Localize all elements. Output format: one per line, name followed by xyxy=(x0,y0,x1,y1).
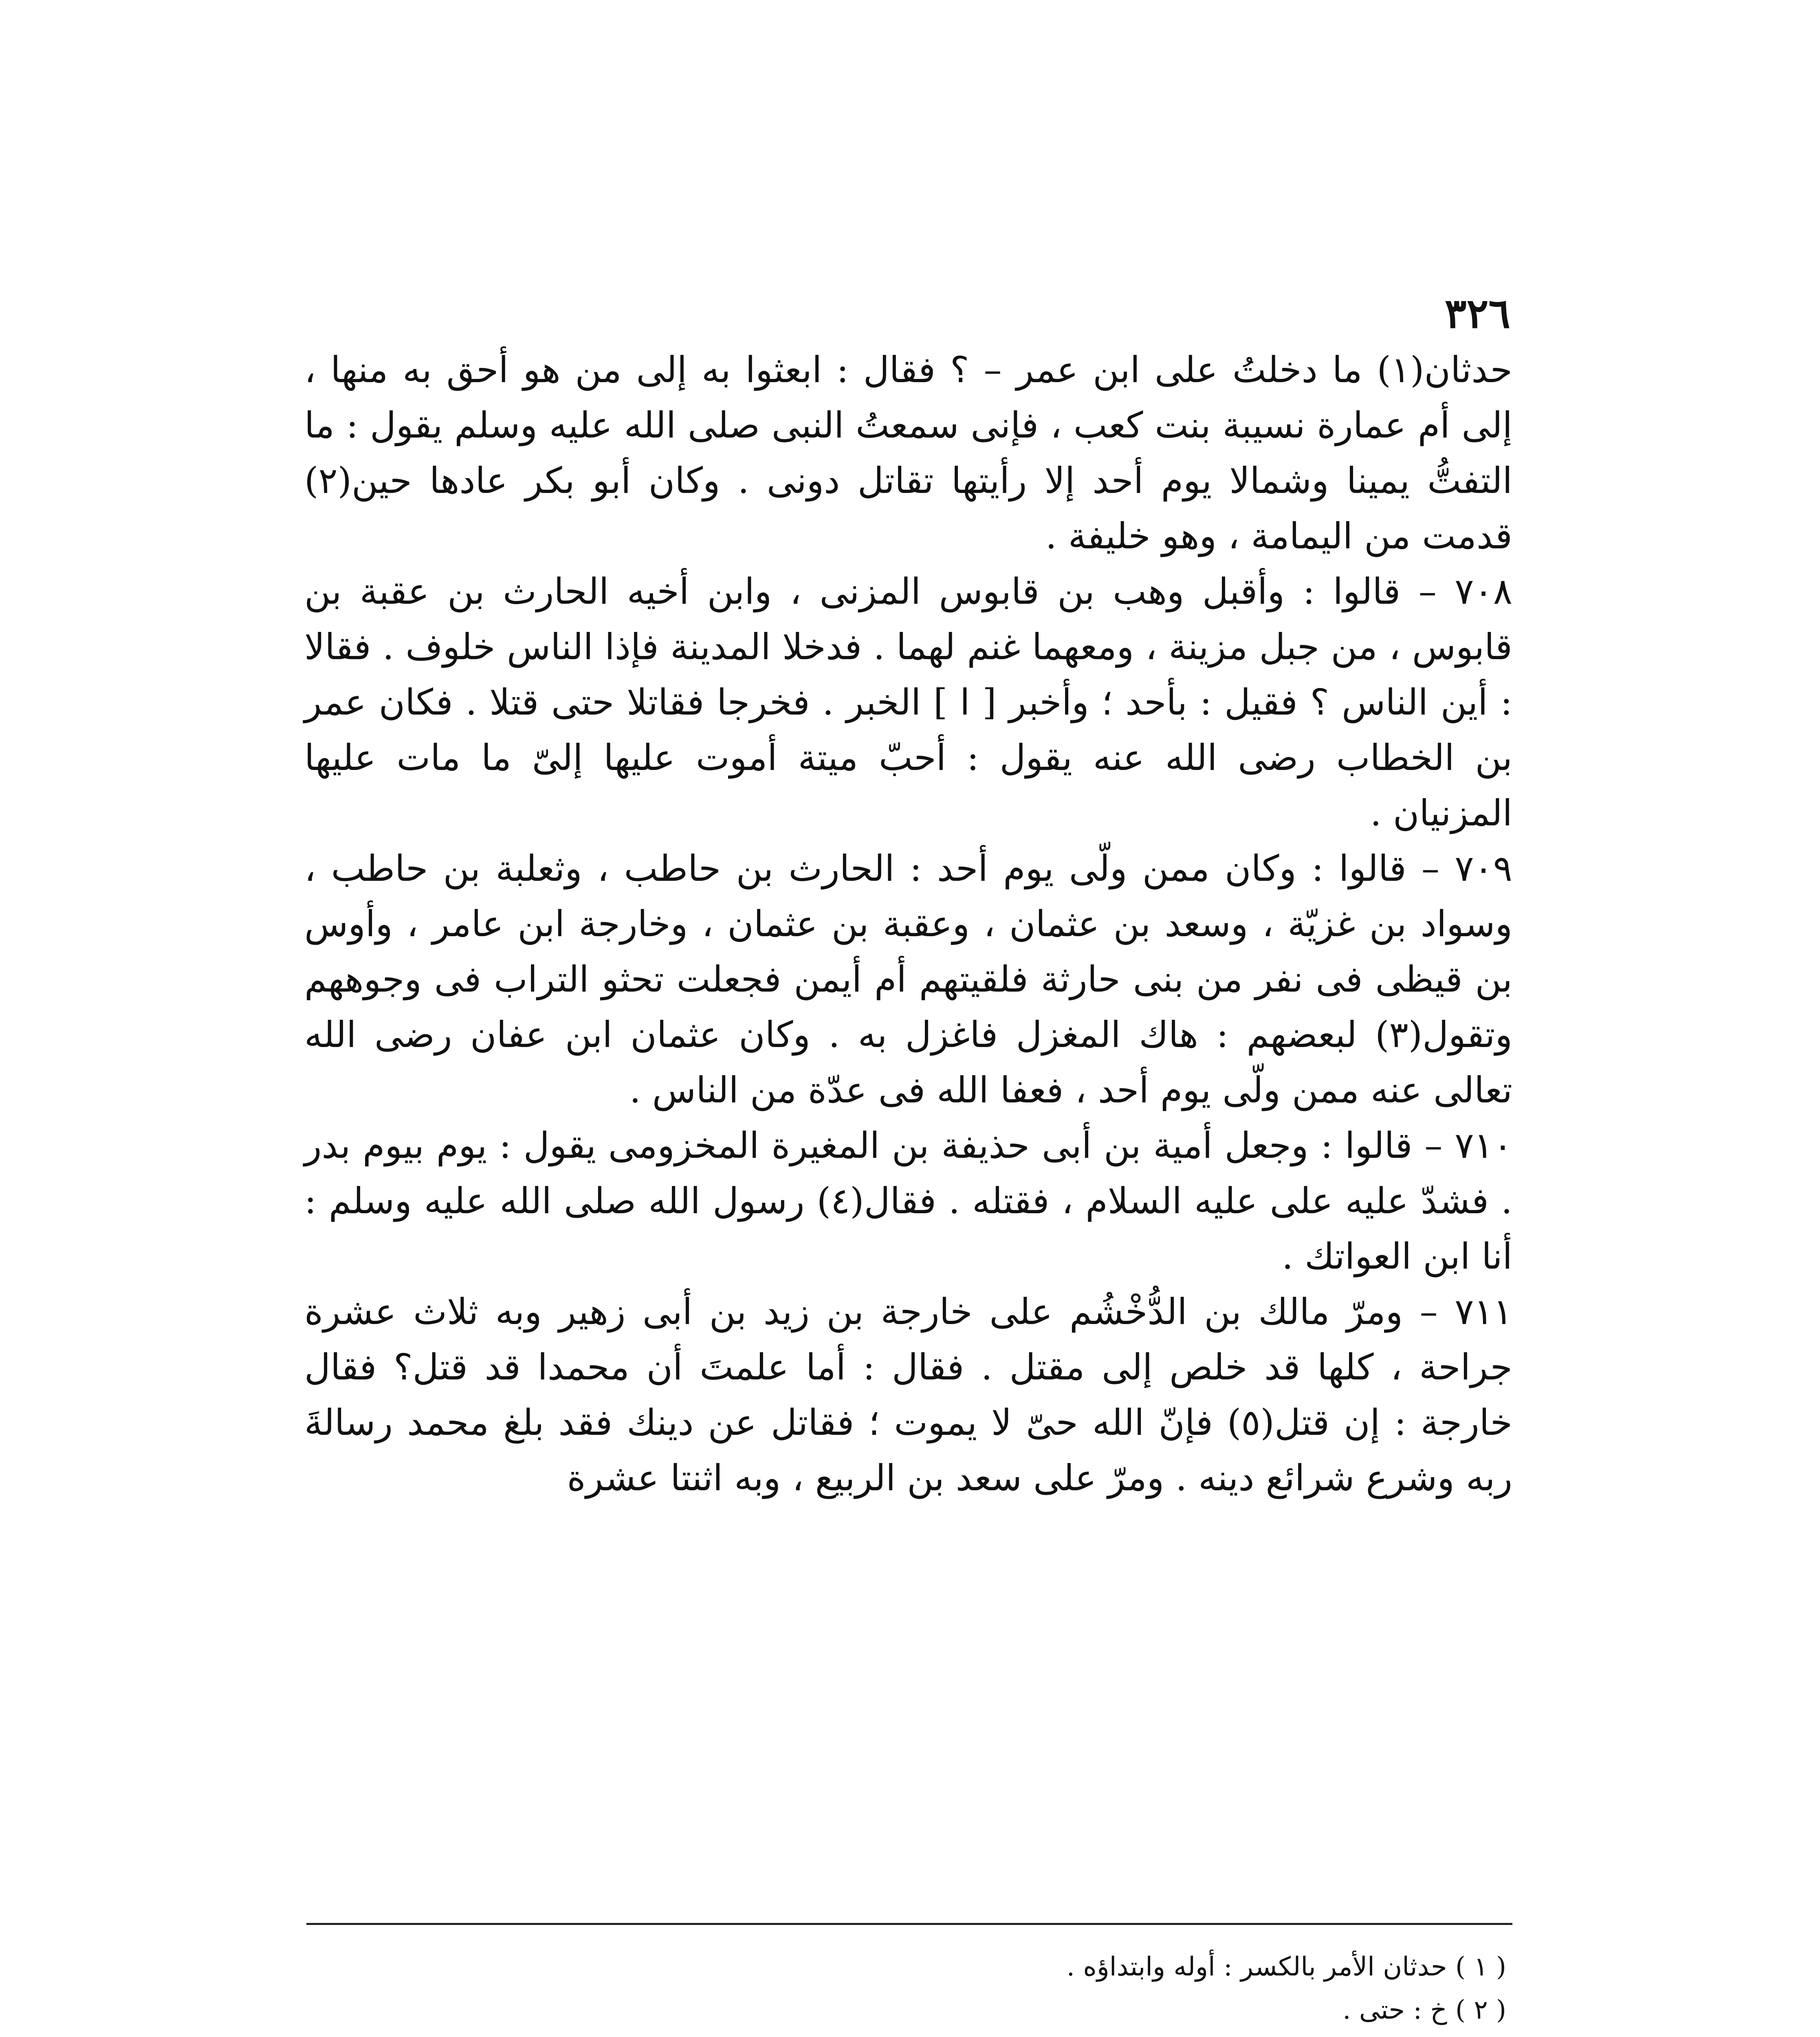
footnotes xyxy=(308,1945,1506,2037)
footnote-divider xyxy=(306,1923,1512,1925)
page-number: ٣٢٦ xyxy=(1444,289,1510,337)
paragraph-708: ٧٠٨ – قالوا : وأقبل وهب بن قابوس المزنى ، وابن أخيه الحارث بن عقبة بن قابوس ، من جبل مزينة ، ومعهما غنم لهما . فدخلا المدينة فإذا الناس خلوف . فقالا : أين الناس ؟ فقيل : بأحد ؛ وأخبر [ ا ] الخبر . فخرجا فقاتلا حتى قتلا . فكان عمر بن الخطاب رضى الله عنه يقول : أحبّ ميتة أموت عليها إلىّ ما مات عليها المزنيان . xyxy=(304,570,1512,834)
footnote-1: ( ١ ) حدثان الأمر بالكسر : أوله وابتداؤه . xyxy=(1066,1952,1506,1982)
paragraph-710: ٧١٠ – قالوا : وجعل أمية بن أبى حذيفة بن المغيرة المخزومى يقول : يوم بيوم بدر . فشدّ عليه على عليه السلام ، فقتله . فقال(٤) رسول الله صلى الله عليه وسلم : أنا ابن العواتك . xyxy=(304,1124,1512,1277)
paragraph-709: ٧٠٩ – قالوا : وكان ممن ولّى يوم أحد : الحارث بن حاطب ، وثعلبة بن حاطب ، وسواد بن غزيّة ، وسعد بن عثمان ، وعقبة بن عثمان ، وخارجة ابن عامر ، وأوس بن قيظى فى نفر من بنى حارثة فلقيتهم أم أيمن فجعلت تحثو التراب فى وجوههم وتقول(٣) لبعضهم : هاك المغزل فاغزل به . وكان عثمان ابن عفان رضى الله تعالى عنه ممن ولّى يوم أحد ، فعفا الله فى عدّة من الناس . xyxy=(304,847,1512,1111)
footnote-3 xyxy=(308,2032,1506,2037)
main-text xyxy=(304,342,1512,1506)
paragraph-711: ٧١١ – ومرّ مالك بن الدُّخْشُم على خارجة بن زيد بن أبى زهير وبه ثلاث عشرة جراحة ، كلها قد خلص إلى مقتل . فقال : أما علمتَ أن محمدا قد قتل؟ فقال خارجة : إن قتل(٥) فإنّ الله حىّ لا يموت ؛ فقاتل عن دينك فقد بلغ محمد رسالةَ ربه وشرع شرائع دينه . ومرّ على سعد بن الربيع ، وبه اثنتا عشرة xyxy=(304,1291,1512,1499)
footnote-2: ( ٢ ) خ : حتى . xyxy=(1342,1995,1506,2025)
paragraph-opening: حدثان(١) ما دخلتُ على ابن عمر – ؟ فقال : ابعثوا به إلى من هو أحق به منها ، إلى أم عمارة نسيبة بنت كعب ، فإنى سمعتُ النبى صلى الله عليه وسلم يقول : ما التفتُّ يمينا وشمالا يوم أحد إلا رأيتها تقاتل دونى . وكان أبو بكر عادها حين(٢) قدمت من اليمامة ، وهو خليفة . xyxy=(304,349,1512,557)
